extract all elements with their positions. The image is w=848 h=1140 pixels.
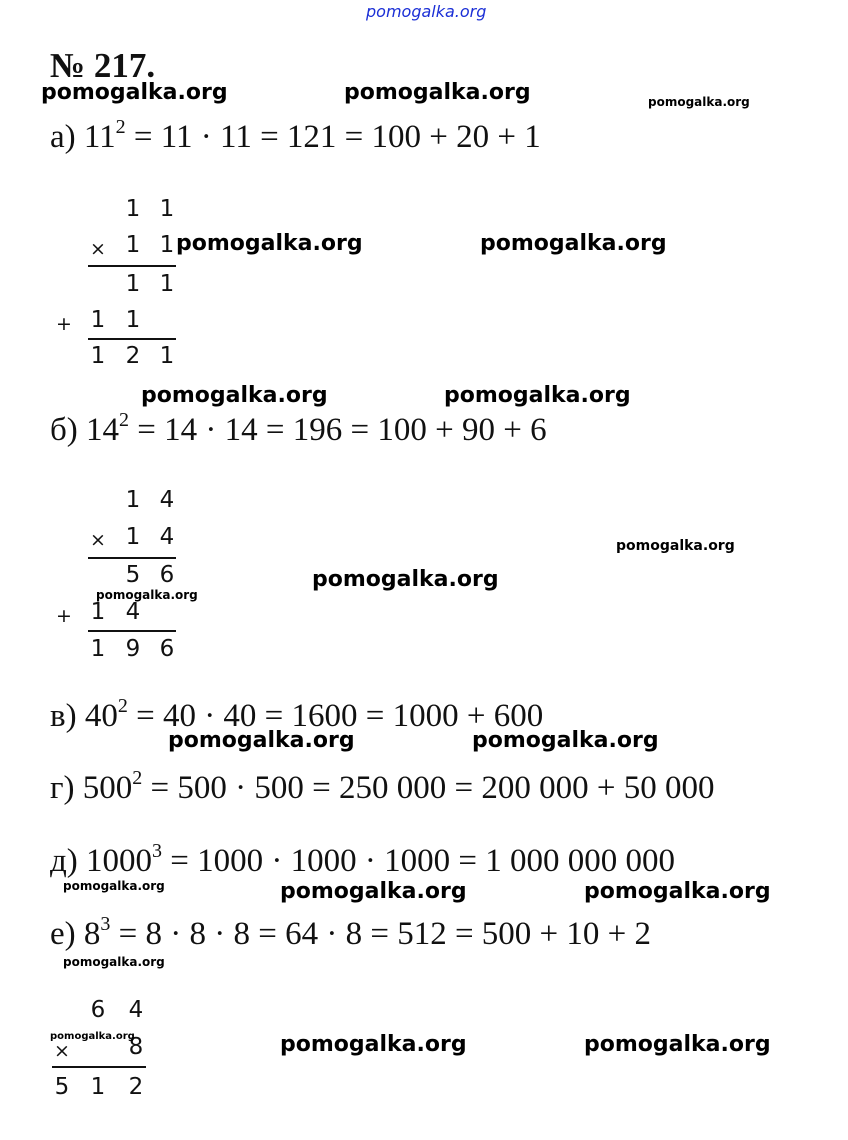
digit: 1 [125, 487, 141, 513]
rest-v: = 40 · 40 = 1600 = 1000 + 600 [127, 698, 544, 734]
label-v: в) [50, 698, 77, 734]
equation-e [50, 913, 652, 952]
digit: 4 [159, 487, 175, 513]
watermark: pomogalka.org [63, 955, 165, 969]
label-e: е) [50, 916, 76, 952]
watermark: pomogalka.org [584, 1032, 771, 1057]
base-d: 1000 [86, 843, 153, 879]
label-b: б) [50, 412, 78, 448]
column-multiplication-b [50, 487, 190, 667]
multiply-sign: × [90, 529, 106, 551]
rest-b: = 14 · 14 = 196 = 100 + 90 + 6 [129, 412, 547, 448]
equation-g [50, 767, 715, 806]
digit: 1 [125, 524, 141, 550]
watermark: pomogalka.org [280, 1032, 467, 1057]
base-b: 14 [86, 412, 120, 448]
digit: 1 [125, 271, 141, 297]
divider-line [88, 265, 176, 267]
divider-line [88, 338, 176, 340]
digit: 4 [159, 524, 175, 550]
exp-g: 2 [132, 767, 143, 789]
digit: 1 [159, 232, 175, 258]
digit: 1 [90, 636, 106, 662]
column-multiplication-a [50, 196, 190, 376]
exp-e: 3 [100, 913, 111, 935]
watermark: pomogalka.org [312, 567, 499, 592]
digit: 6 [90, 997, 106, 1023]
equation-a [50, 116, 541, 155]
watermark: pomogalka.org [63, 879, 165, 893]
divider-line [88, 557, 176, 559]
digit: 9 [125, 636, 141, 662]
divider-line [52, 1066, 146, 1068]
digit: 1 [125, 196, 141, 222]
multiply-sign: × [90, 238, 106, 260]
multiply-sign: × [54, 1040, 70, 1062]
watermark: pomogalka.org [616, 538, 735, 554]
plus-sign: + [56, 605, 72, 627]
digit: 1 [90, 307, 106, 333]
digit: 5 [54, 1074, 70, 1100]
watermark: pomogalka.org [280, 879, 467, 904]
rest-a: = 11 · 11 = 121 = 100 + 20 + 1 [125, 119, 541, 155]
digit: 1 [159, 343, 175, 369]
rest-e: = 8 · 8 · 8 = 64 · 8 = 512 = 500 + 10 + 2 [110, 916, 652, 952]
divider-line [88, 630, 176, 632]
digit: 2 [128, 1074, 144, 1100]
base-g: 500 [82, 770, 133, 806]
exp-d: 3 [152, 840, 163, 862]
label-g: г) [50, 770, 75, 806]
watermark: pomogalka.org [648, 95, 750, 109]
label-d: д) [50, 843, 78, 879]
digit: 4 [128, 997, 144, 1023]
base-v: 40 [84, 698, 118, 734]
digit: 1 [125, 232, 141, 258]
watermark: pomogalka.org [96, 588, 198, 602]
exp-v: 2 [117, 695, 128, 717]
digit: 4 [125, 599, 141, 625]
label-a: а) [50, 119, 76, 155]
digit: 1 [90, 343, 106, 369]
top-watermark: pomogalka.org [366, 2, 487, 21]
digit: 6 [159, 562, 175, 588]
problem-number: № 217. [50, 46, 156, 85]
watermark: pomogalka.org [168, 728, 355, 753]
plus-sign: + [56, 313, 72, 335]
column-multiplication-e [48, 997, 168, 1107]
watermark: pomogalka.org [41, 80, 228, 105]
exp-b: 2 [119, 409, 130, 431]
watermark: pomogalka.org [176, 231, 363, 256]
digit: 1 [90, 1074, 106, 1100]
watermark: pomogalka.org [444, 383, 631, 408]
watermark: pomogalka.org [480, 231, 667, 256]
digit: 1 [125, 307, 141, 333]
equation-d [50, 840, 675, 879]
digit: 6 [159, 636, 175, 662]
digit: 1 [159, 196, 175, 222]
digit: 8 [128, 1034, 144, 1060]
base-a: 11 [83, 119, 116, 155]
rest-d: = 1000 · 1000 · 1000 = 1 000 000 000 [162, 843, 675, 879]
watermark: pomogalka.org [472, 728, 659, 753]
digit: 1 [159, 271, 175, 297]
watermark: pomogalka.org [50, 1031, 135, 1042]
digit: 1 [90, 599, 106, 625]
equation-b [50, 409, 547, 448]
rest-g: = 500 · 500 = 250 000 = 200 000 + 50 000 [142, 770, 715, 806]
watermark: pomogalka.org [584, 879, 771, 904]
digit: 2 [125, 343, 141, 369]
watermark: pomogalka.org [344, 80, 531, 105]
base-e: 8 [83, 916, 101, 952]
exp-a: 2 [115, 116, 126, 138]
digit: 5 [125, 562, 141, 588]
watermark: pomogalka.org [141, 383, 328, 408]
